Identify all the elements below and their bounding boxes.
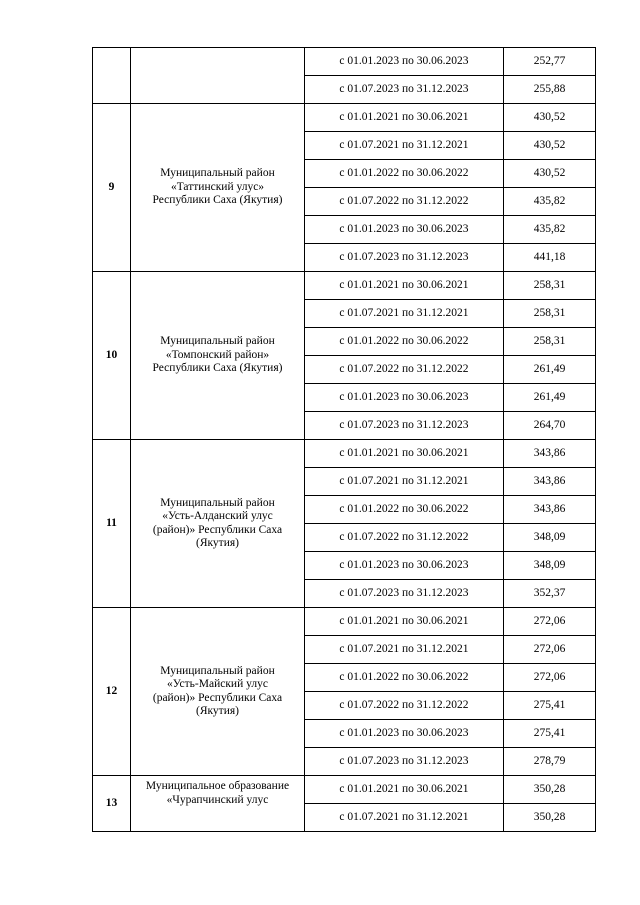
municipality-number: 13: [93, 776, 131, 832]
tariff-value-cell: 348,09: [504, 552, 596, 580]
tariff-value-cell: 255,88: [504, 76, 596, 104]
tariff-value-cell: 258,31: [504, 328, 596, 356]
tariff-value-cell: 275,41: [504, 692, 596, 720]
tariff-value-cell: 272,06: [504, 608, 596, 636]
table-row: [93, 272, 596, 300]
period-cell: с 01.01.2022 по 30.06.2022: [305, 664, 504, 692]
tariff-value-cell: 435,82: [504, 216, 596, 244]
period-cell: с 01.01.2021 по 30.06.2021: [305, 440, 504, 468]
tariff-value-cell: 352,37: [504, 580, 596, 608]
municipality-name-line: «Усть-Майский улус: [167, 678, 268, 690]
table-row: [93, 608, 596, 636]
municipality-name-line: «Томпонский район»: [165, 348, 270, 361]
period-cell: с 01.07.2023 по 31.12.2023: [305, 76, 504, 104]
period-cell: с 01.07.2023 по 31.12.2023: [305, 580, 504, 608]
period-cell: с 01.07.2022 по 31.12.2022: [305, 524, 504, 552]
municipality-name-line: Муниципальный район: [160, 496, 275, 509]
tariff-value-cell: 430,52: [504, 160, 596, 188]
tariff-value-cell: 261,49: [504, 356, 596, 384]
period-cell: с 01.07.2021 по 31.12.2021: [305, 804, 504, 832]
period-cell: с 01.01.2021 по 30.06.2021: [305, 272, 504, 300]
municipality-name-line: Муниципальный район: [160, 664, 275, 677]
tariff-value-cell: 343,86: [504, 468, 596, 496]
period-cell: с 01.07.2022 по 31.12.2022: [305, 188, 504, 216]
tariff-value-cell: 272,06: [504, 664, 596, 692]
tariff-value-cell: 343,86: [504, 496, 596, 524]
tariff-table-body: [93, 48, 596, 832]
tariff-value-cell: 258,31: [504, 272, 596, 300]
municipality-name-line: (район)» Республики Саха: [152, 523, 283, 536]
municipality-number: 10: [93, 272, 131, 440]
period-cell: с 01.07.2023 по 31.12.2023: [305, 244, 504, 272]
period-cell: с 01.01.2023 по 30.06.2023: [305, 552, 504, 580]
municipality-name-line: (Якутия): [196, 705, 239, 717]
period-cell: с 01.01.2021 по 30.06.2021: [305, 608, 504, 636]
period-cell: с 01.07.2022 по 31.12.2022: [305, 356, 504, 384]
period-cell: с 01.01.2023 по 30.06.2023: [305, 216, 504, 244]
municipality-name-line: Муниципальный район: [160, 167, 275, 180]
table-row: [93, 440, 596, 468]
tariff-value-cell: 441,18: [504, 244, 596, 272]
tariff-value-cell: 272,06: [504, 636, 596, 664]
period-cell: с 01.07.2022 по 31.12.2022: [305, 692, 504, 720]
municipality-name-line: Республики Саха (Якутия): [152, 362, 283, 375]
municipality-name-line: «Усть-Алданский улус: [162, 510, 273, 522]
period-cell: с 01.07.2021 по 31.12.2021: [305, 636, 504, 664]
period-cell: с 01.01.2022 по 30.06.2022: [305, 328, 504, 356]
municipality-name: [131, 776, 305, 832]
municipality-name: [131, 104, 305, 272]
municipality-name: [131, 440, 305, 608]
period-cell: с 01.01.2023 по 30.06.2023: [305, 48, 504, 76]
tariff-table: [92, 47, 596, 832]
period-cell: с 01.01.2023 по 30.06.2023: [305, 384, 504, 412]
table-row: [93, 48, 596, 76]
municipality-name-line: Муниципальное образование: [145, 780, 290, 792]
municipality-number: 12: [93, 608, 131, 776]
period-cell: с 01.07.2023 по 31.12.2023: [305, 748, 504, 776]
tariff-value-cell: 435,82: [504, 188, 596, 216]
tariff-value-cell: 278,79: [504, 748, 596, 776]
period-cell: с 01.01.2022 по 30.06.2022: [305, 496, 504, 524]
municipality-name: [131, 272, 305, 440]
tariff-value-cell: 430,52: [504, 104, 596, 132]
municipality-number: 9: [93, 104, 131, 272]
municipality-name-line: «Таттинский улус»: [170, 180, 265, 193]
table-row: [93, 104, 596, 132]
municipality-name: [131, 48, 305, 104]
period-cell: с 01.01.2023 по 30.06.2023: [305, 720, 504, 748]
tariff-value-cell: 275,41: [504, 720, 596, 748]
municipality-name-line: (район)» Республики Саха: [152, 691, 283, 704]
period-cell: с 01.07.2023 по 31.12.2023: [305, 412, 504, 440]
municipality-name-line: Республики Саха (Якутия): [152, 194, 283, 207]
tariff-value-cell: 343,86: [504, 440, 596, 468]
tariff-value-cell: 261,49: [504, 384, 596, 412]
municipality-number: [93, 48, 131, 104]
tariff-value-cell: 252,77: [504, 48, 596, 76]
period-cell: с 01.01.2021 по 30.06.2021: [305, 104, 504, 132]
tariff-value-cell: 350,28: [504, 804, 596, 832]
period-cell: с 01.01.2022 по 30.06.2022: [305, 160, 504, 188]
municipality-number: 11: [93, 440, 131, 608]
table-row: [93, 776, 596, 804]
tariff-value-cell: 264,70: [504, 412, 596, 440]
tariff-value-cell: 430,52: [504, 132, 596, 160]
municipality-name: [131, 608, 305, 776]
period-cell: с 01.07.2021 по 31.12.2021: [305, 300, 504, 328]
municipality-name-line: (Якутия): [196, 537, 239, 549]
municipality-name-line: Муниципальный район: [160, 335, 275, 348]
tariff-value-cell: 348,09: [504, 524, 596, 552]
period-cell: с 01.01.2021 по 30.06.2021: [305, 776, 504, 804]
municipality-name-line: «Чурапчинский улус: [166, 793, 269, 806]
tariff-value-cell: 350,28: [504, 776, 596, 804]
period-cell: с 01.07.2021 по 31.12.2021: [305, 468, 504, 496]
tariff-value-cell: 258,31: [504, 300, 596, 328]
period-cell: с 01.07.2021 по 31.12.2021: [305, 132, 504, 160]
